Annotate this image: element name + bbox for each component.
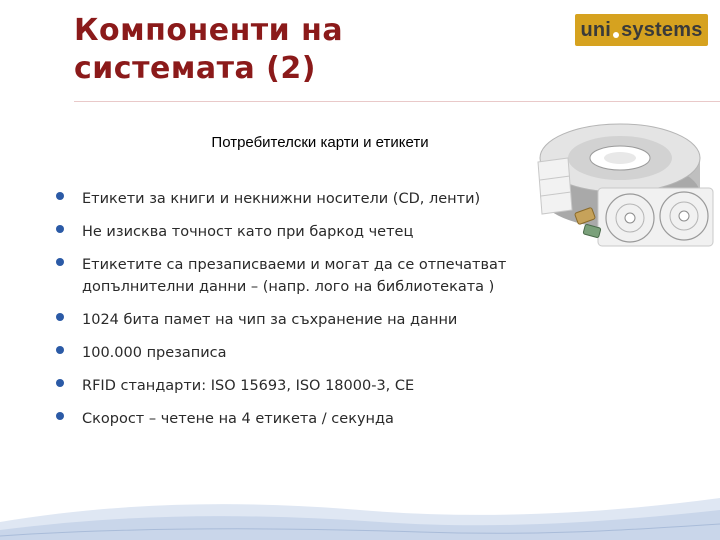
slide-title-line-1: Компоненти на	[74, 13, 344, 48]
bullet-text: Скорост – четене на 4 етикета / секунда	[82, 411, 394, 427]
logo-dot-icon	[613, 32, 619, 38]
label-strip-image	[538, 158, 572, 214]
bullet-item	[54, 221, 554, 243]
bullet-icon	[56, 258, 64, 266]
bullet-text: 1024 бита памет на чип за съхранение на данни	[82, 312, 458, 328]
bullet-icon	[56, 313, 64, 321]
bullet-item	[54, 342, 554, 364]
bullet-item	[54, 188, 554, 210]
bullet-icon	[56, 412, 64, 420]
bullet-icon	[56, 225, 64, 233]
bullet-icon	[56, 379, 64, 387]
slide-subtitle: Потребителски карти и етикети	[211, 134, 429, 151]
bullet-text: Етикети за книги и некнижни носители (CD, ленти)	[82, 191, 481, 207]
bullet-text: Не изисква точност като при баркод четец	[82, 224, 414, 240]
bullet-icon	[56, 192, 64, 200]
bullet-icon	[56, 346, 64, 354]
uni-systems-logo	[575, 14, 708, 46]
bullet-item	[54, 309, 554, 331]
slide-title	[74, 12, 494, 88]
bullet-item	[54, 408, 554, 430]
logo-text-uni: uni	[580, 18, 612, 41]
bullet-text: RFID стандарти: ISO 15693, ISO 18000-3, CE	[82, 378, 415, 394]
bullet-list	[54, 188, 554, 441]
logo-text-systems: systems	[621, 18, 703, 41]
cd-tags-image	[598, 188, 713, 246]
bullet-text: 100.000 презаписа	[82, 345, 227, 361]
footer-wave-decoration	[0, 492, 720, 540]
bullet-item	[54, 254, 554, 298]
title-divider	[74, 101, 720, 102]
slide-title-line-2: системата (2)	[74, 51, 316, 86]
bullet-item	[54, 375, 554, 397]
bullet-text: Етикетите са презаписваеми и могат да се отпечатват допълнителни данни – (напр. лого на библиотеката )	[82, 257, 507, 295]
rfid-labels-photo	[528, 118, 716, 248]
